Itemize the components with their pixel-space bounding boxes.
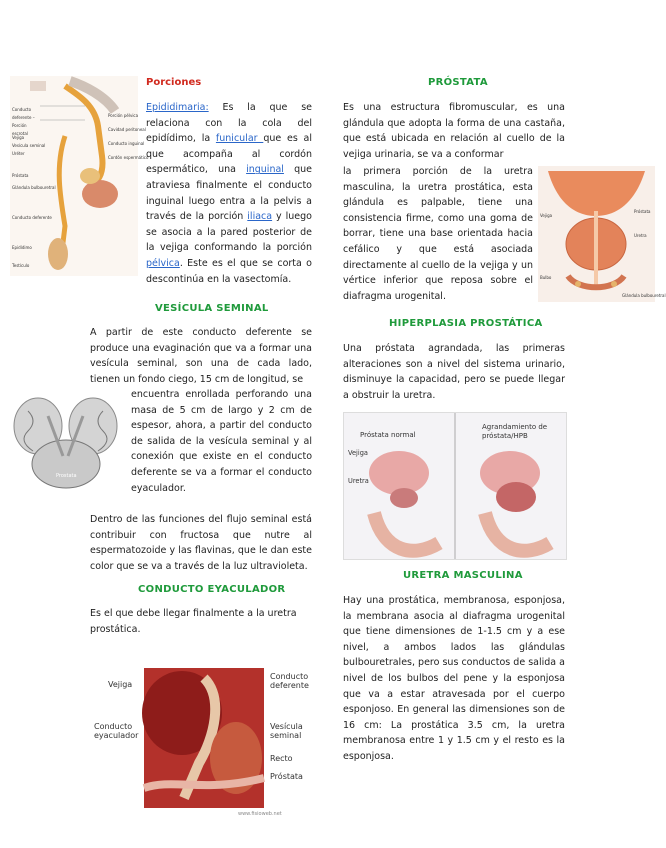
fig5-vejiga-label: Vejiga (348, 449, 368, 457)
fig1-label: Próstata (12, 173, 29, 178)
link-inguinal[interactable]: inguinal (246, 164, 284, 176)
text: y luego se asocia a la pared posterior de la vejiga conformando la porción (146, 211, 312, 254)
vesicula-paragraph-functions: Dentro de las funciones del flujo seminal está contribuir con fructosa que nutre al espermatozoide y las flavinas, que le dan este color que se va a través de la luz ultravioleta. (90, 514, 312, 572)
fig5-left-label: Próstata normal (360, 431, 416, 439)
fig1-label: Testículo (12, 263, 30, 268)
fig3-label: Vesícula seminal (270, 722, 303, 740)
prostata-heading: PRÓSTATA (428, 77, 488, 88)
fig1-label: Cavidad peritoneal (108, 127, 146, 132)
prostata-paragraph-side: la primera porción de la uretra masculina, la uretra prostática, esta glándula es palpable, tiene una consistencia firme, como una goma de borrar, tiene una base orientada hacia cefálico y que está asociada directamente al cuello de la vejiga y un vértice inferior que reposa sobre el diafragma urogenital. (343, 166, 533, 302)
fig3-label: Conducto deferente (270, 672, 309, 690)
fig1-label: Porción pélvica (108, 113, 139, 118)
figure-ductus-deferens (10, 76, 149, 276)
fig5-uretra-label: Uretra (348, 477, 369, 485)
link-epididimaria[interactable]: Epididimaria: (146, 102, 209, 113)
porciones-heading: Porciones (146, 77, 202, 88)
fig1-label: Conducto deferente – Porción escrotal (12, 107, 35, 136)
fig4-label: Próstata (634, 209, 651, 214)
fig1-label: Conducto inguinal (108, 141, 145, 146)
figure-ejaculatory-duct (88, 664, 318, 824)
fig4-label: Glándula bulbouretral (622, 293, 666, 298)
hiperplasia-heading: HIPERPLASIA PROSTÁTICA (389, 318, 543, 329)
fig3-label: Conducto eyaculador (94, 722, 139, 740)
uretra-paragraph: Hay una prostática, membranosa, esponjosa, la membrana asocia al diafragma urogenital que tiene dimensiones de 1-1.5 cm y a ese nivel, a ambos lados las glándulas bulbouretrales, pero sus conductos de salida a nivel de los bulbos del pene y la esponjosa que va a estar atravesada por el cuerpo esponjoso. En general las dimensiones son de 16 cm: La prostática 3.5 cm, la uretra membranosa entre 1 y 1.5 cm y el resto es la esponjosa. (343, 595, 565, 762)
link-pelvica[interactable]: pélvica (146, 257, 180, 269)
figure-bph-comparison (343, 412, 567, 560)
figure-prostate-section (538, 166, 666, 302)
fig1-label: Conducto deferente (12, 215, 52, 220)
fig1-label: Vesícula seminal (12, 143, 46, 148)
fig1-label: Cordón espermático (108, 155, 149, 160)
ejaculatory-duct-photo (144, 668, 264, 808)
fig3-label: Vejiga (108, 680, 133, 689)
fig1-label: Glándula bulbouretral (12, 185, 56, 190)
fig2-label: Prostata (56, 473, 77, 479)
text: que atraviesa finalmente el conducto inguinal luego entra a la pelvis a través de la porción (146, 164, 312, 223)
prostata-paragraph-top: Es una estructura fibromuscular, es una glándula que adopta la forma de una castaña, que está ubicada en relación al cuello de la vejiga urinaria, se va a conformar (343, 102, 565, 160)
fig1-label: Vejiga (12, 135, 25, 140)
hiperplasia-paragraph: Una próstata agrandada, las primeras alteraciones son a nivel del sistema urinario, disminuye la capacidad, pero se puede llegar a obstruir la uretra. (343, 343, 565, 401)
text: que es al que acompaña al cordón espermático, una (146, 133, 312, 176)
vesicula-heading: VESÍCULA SEMINAL (155, 303, 269, 314)
fig3-watermark: www.fisioweb.net (238, 811, 282, 817)
fig4-label: Vejiga (540, 213, 553, 218)
eyaculador-heading: CONDUCTO EYACULADOR (138, 584, 286, 595)
vesicula-paragraph-top: A partir de este conducto deferente se produce una evaginación que va a formar una vesícula seminal, son una de cada lado, tienen un fondo ciego, 15 cm de longitud, se (90, 327, 312, 385)
fig3-label: Próstata (270, 772, 303, 781)
uretra-heading: URETRA MASCULINA (403, 570, 523, 581)
figure-seminal-vesicle (8, 386, 123, 494)
text: . Este es el que se corta o descontinúa en la vasectomía. (146, 257, 312, 285)
vesicula-paragraph-side: encuentra enrollada perforando una masa de 5 cm de largo y 2 cm de espesor, ahora, a partir del conducto de salida de la vesícula seminal y al conexión que existe en el conducto deferente se va a formar el conducto eyaculador. (131, 389, 312, 494)
link-iliaca[interactable]: iliaca (247, 211, 273, 223)
text: Es la que se relaciona con la cola del epidídimo, la (146, 102, 312, 145)
fig4-label: Uretra (634, 233, 647, 238)
eyaculador-paragraph: Es el que debe llegar finalmente a la uretra prostática. (90, 608, 297, 635)
fig1-label: Epidídimo (12, 245, 32, 250)
fig4-label: Bulbo (540, 275, 552, 280)
fig1-label: Uréter (12, 151, 25, 156)
fig5-right-label: Agrandamiento de próstata/HPB (482, 423, 548, 440)
fig3-label: Recto (270, 754, 293, 763)
link-funicular[interactable]: funicular (215, 133, 264, 145)
porciones-paragraph (146, 100, 312, 287)
